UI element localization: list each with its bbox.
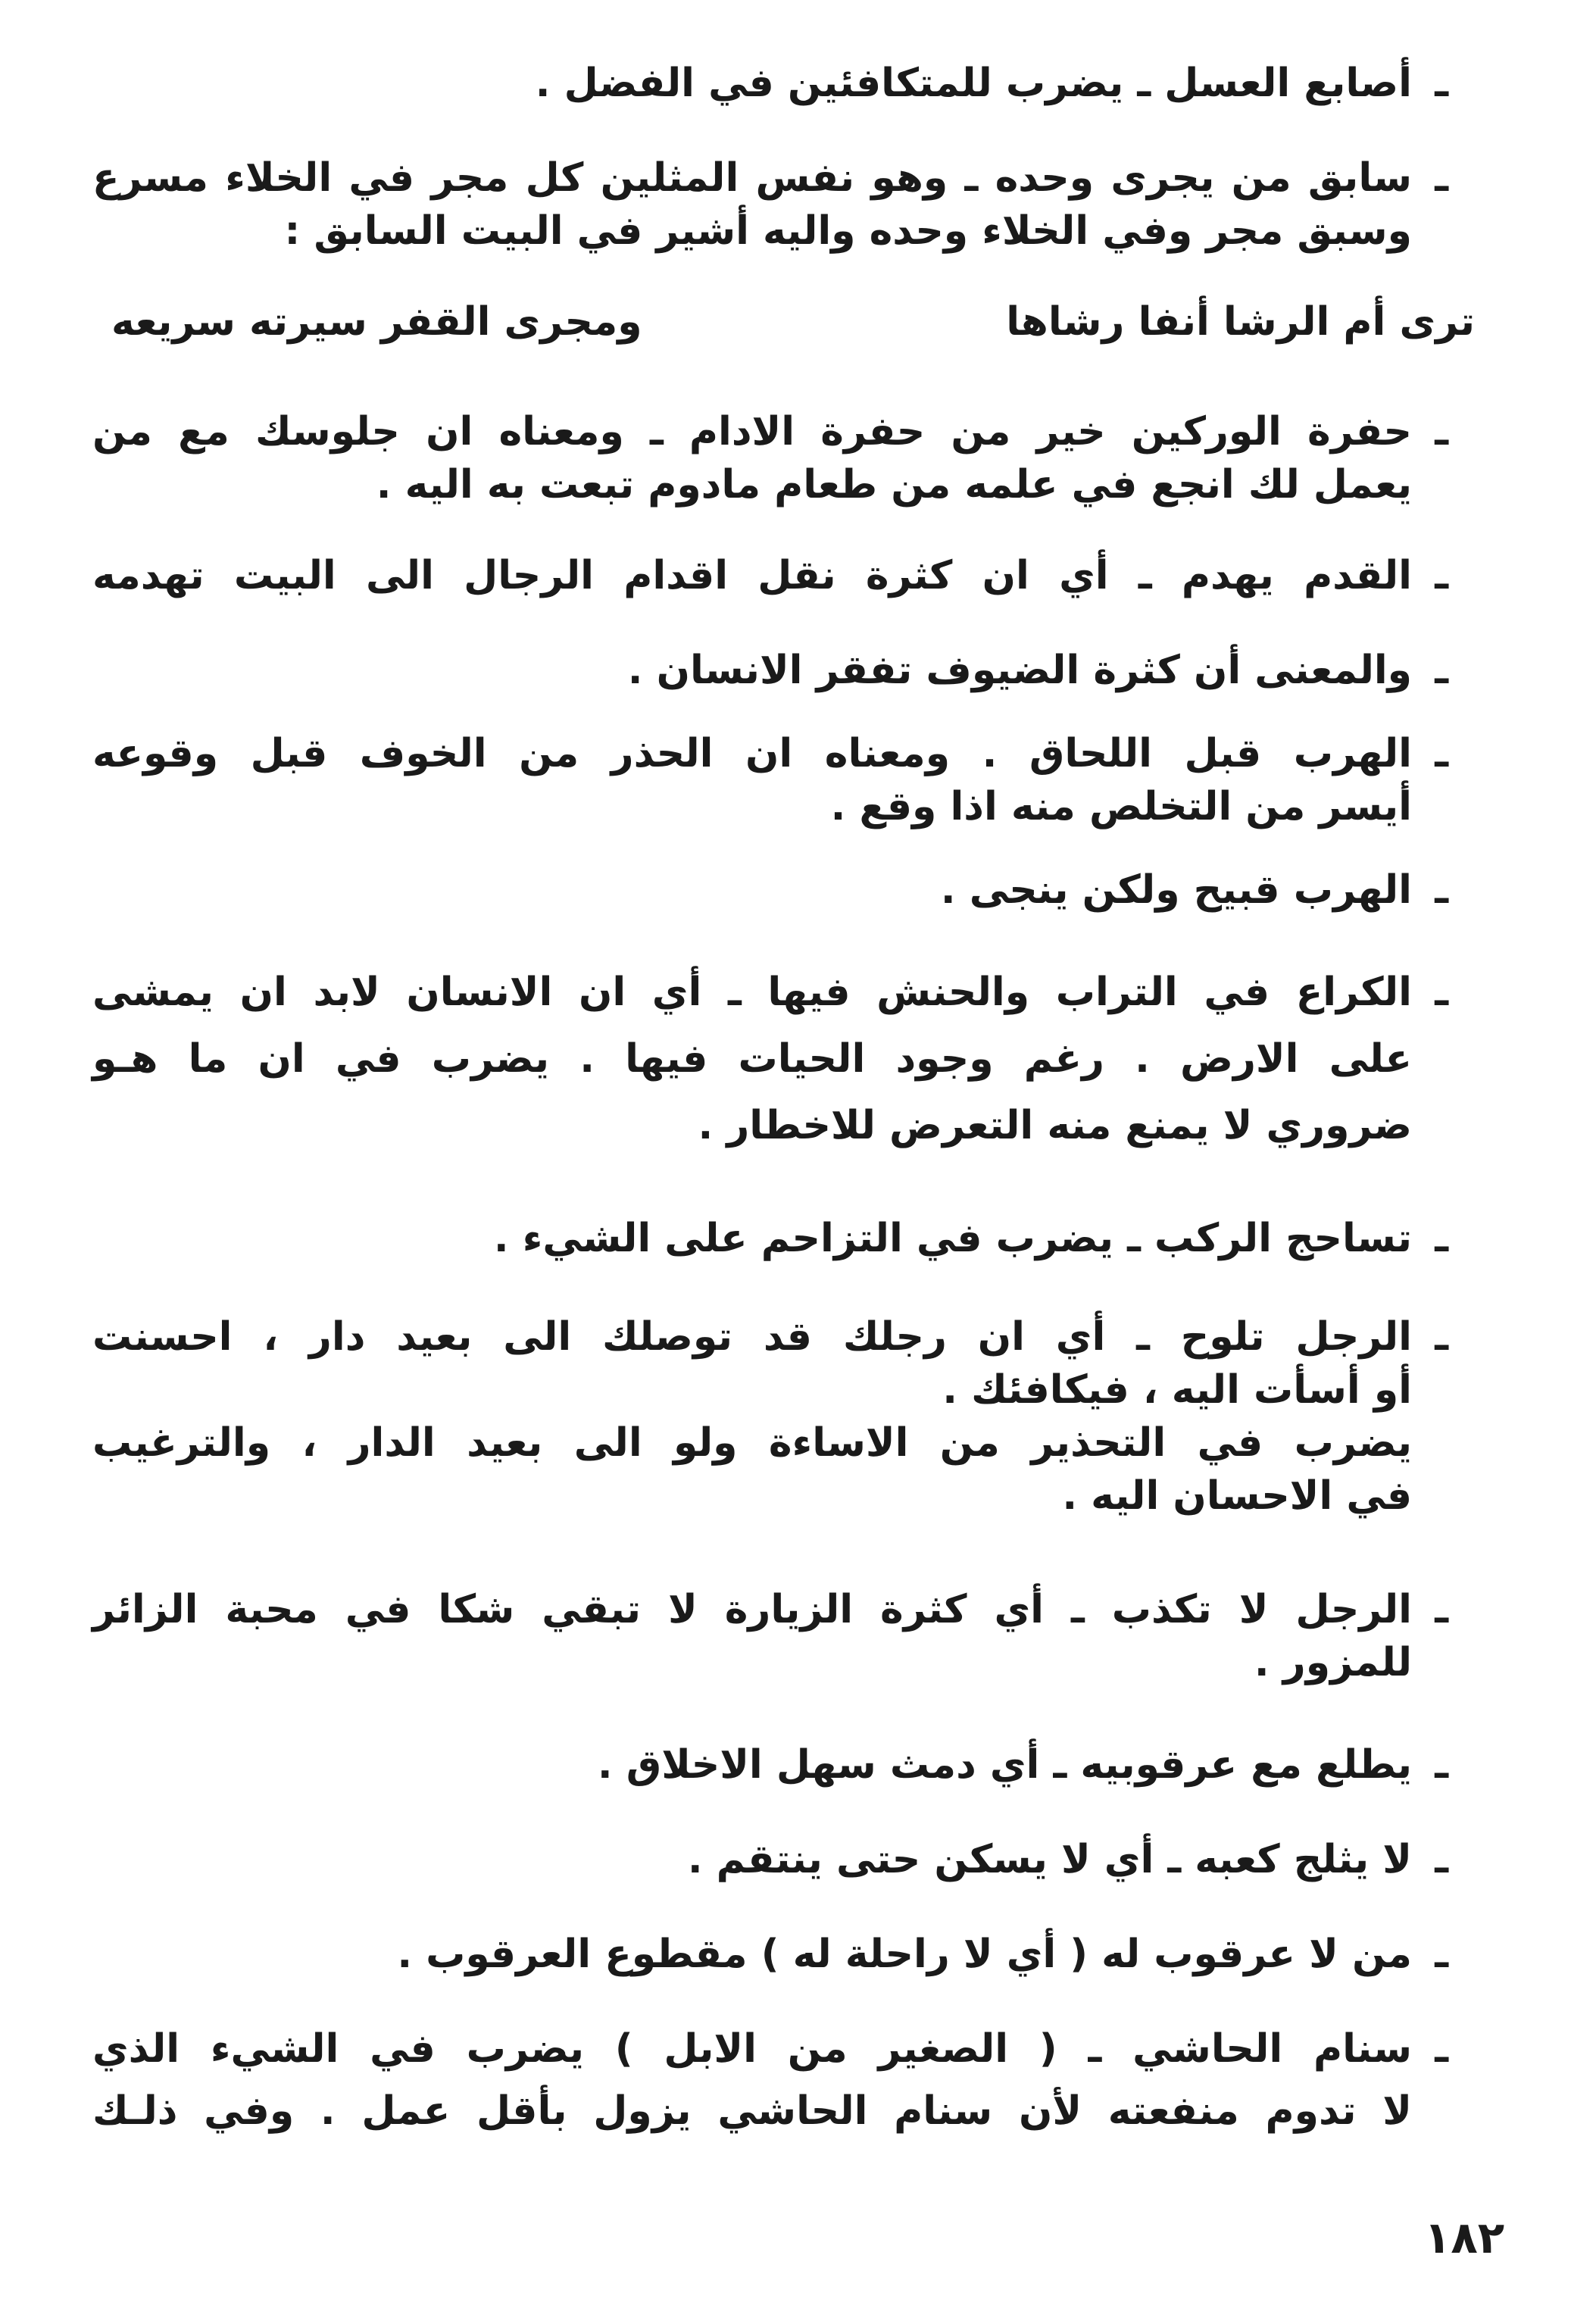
entry-dash: ـ bbox=[1435, 731, 1448, 776]
entry-line: تساحج الركب ـ يضرب في التزاحم على الشيء . bbox=[493, 1216, 1412, 1261]
proverb-entry bbox=[92, 1735, 1448, 1795]
proverb-entry bbox=[92, 962, 1448, 1156]
entry-dash: ـ bbox=[1435, 1587, 1448, 1632]
entry-line: الرجل تلوح ـ أي ان رجلك قد توصلك الى بعيد دار ، احسنت bbox=[92, 1314, 1412, 1360]
entry-dash: ـ bbox=[1435, 867, 1448, 913]
entry-dash: ـ bbox=[1435, 1742, 1448, 1788]
entry-dash: ـ bbox=[1435, 970, 1448, 1015]
entry-dash: ـ bbox=[1435, 648, 1448, 693]
entry-dash: ـ bbox=[1435, 1932, 1448, 1977]
entry-line: أصابع العسل ـ يضرب للمتكافئين في الفضل . bbox=[535, 61, 1412, 106]
entry-dash: ـ bbox=[1435, 409, 1448, 454]
proverb-entry bbox=[92, 1579, 1448, 1693]
verse-second-hemistich: ومجرى القفر سيرته سريعه bbox=[111, 299, 642, 345]
entry-line: يعمل لك انجع في علمه من طعام مادوم تبعت به اليه . bbox=[376, 462, 1412, 508]
proverb-entry bbox=[92, 148, 1448, 261]
entry-dash: ـ bbox=[1435, 1216, 1448, 1261]
entry-dash: ـ bbox=[1435, 1314, 1448, 1360]
entry-dash: ـ bbox=[1435, 155, 1448, 201]
entry-line: أيسر من التخلص منه اذا وقع . bbox=[830, 784, 1412, 829]
entry-line: يضرب في التحذير من الاساءة ولو الى بعيد الدار ، والترغيب bbox=[92, 1420, 1412, 1466]
proverb-entry bbox=[92, 401, 1448, 515]
proverb-entry bbox=[92, 1307, 1448, 1526]
proverb-entry bbox=[92, 53, 1448, 114]
entry-line: ضروري لا يمنع منه التعرض للاخطار . bbox=[698, 1103, 1412, 1148]
entry-line: أو أسأت اليه ، فيكافئك . bbox=[942, 1367, 1412, 1413]
page-number: ١٨٢ bbox=[1424, 2212, 1505, 2263]
proverb-entry bbox=[92, 860, 1448, 920]
entry-line: حفرة الوركين خير من حفرة الادام ـ ومعناه ان جلوسك مع من bbox=[92, 409, 1412, 454]
entry-line: القدم يهدم ـ أي ان كثرة نقل اقدام الرجال الى البيت تهدمه bbox=[92, 553, 1412, 598]
entry-line: وسبق مجر وفي الخلاء وحده واليه أشير في البيت السابق : bbox=[284, 208, 1412, 254]
entry-line: والمعنى أن كثرة الضيوف تفقر الانسان . bbox=[627, 648, 1412, 693]
proverb-entry bbox=[92, 545, 1448, 606]
entry-dash: ـ bbox=[1435, 2026, 1448, 2072]
proverb-entry bbox=[92, 1829, 1448, 1890]
proverb-entry bbox=[92, 2019, 1448, 2141]
entry-line: لا تدوم منفعته لأن سنام الحاشي يزول بأقل عمل . وفي ذلـك bbox=[92, 2088, 1412, 2134]
entry-line: لا يثلج كعبه ـ أي لا يسكن حتى ينتقم . bbox=[687, 1837, 1412, 1882]
entry-line: للمزور . bbox=[1254, 1640, 1412, 1685]
entry-line: في الاحسان اليه . bbox=[1062, 1473, 1412, 1519]
entry-line: سنام الحاشي ـ ( الصغير من الابل ) يضرب في الشيء الذي bbox=[92, 2026, 1412, 2072]
entry-dash: ـ bbox=[1435, 553, 1448, 598]
entry-line: يطلع مع عرقوبيه ـ أي دمث سهل الاخلاق . bbox=[597, 1742, 1412, 1788]
poetry-verse bbox=[111, 292, 1475, 352]
entry-dash: ـ bbox=[1435, 1837, 1448, 1882]
proverb-entry bbox=[92, 1208, 1448, 1269]
entry-line: الكراع في التراب والحنش فيها ـ أي ان الانسان لابد ان يمشى bbox=[92, 970, 1412, 1015]
proverb-entry bbox=[92, 723, 1448, 837]
verse-first-hemistich: ترى أم الرشا أنفا رشاها bbox=[1006, 299, 1475, 345]
entry-line: سابق من يجرى وحده ـ وهو نفس المثلين كل مجر في الخلاء مسرع bbox=[92, 155, 1412, 201]
proverb-entry bbox=[92, 640, 1448, 701]
entry-line: الرجل لا تكذب ـ أي كثرة الزيارة لا تبقي شكا في محبة الزائر bbox=[92, 1587, 1412, 1632]
proverb-entry bbox=[92, 1924, 1448, 1985]
entry-dash: ـ bbox=[1435, 61, 1448, 106]
entry-line: الهرب قبل اللحاق . ومعناه ان الحذر من الخوف قبل وقوعه bbox=[92, 731, 1412, 776]
entry-line: من لا عرقوب له ( أي لا راحلة له ) مقطوع العرقوب . bbox=[397, 1932, 1412, 1977]
entry-line: على الارض . رغم وجود الحيات فيها . يضرب في ان ما هـو bbox=[92, 1036, 1412, 1082]
entry-line: الهرب قبيح ولكن ينجى . bbox=[940, 867, 1412, 913]
